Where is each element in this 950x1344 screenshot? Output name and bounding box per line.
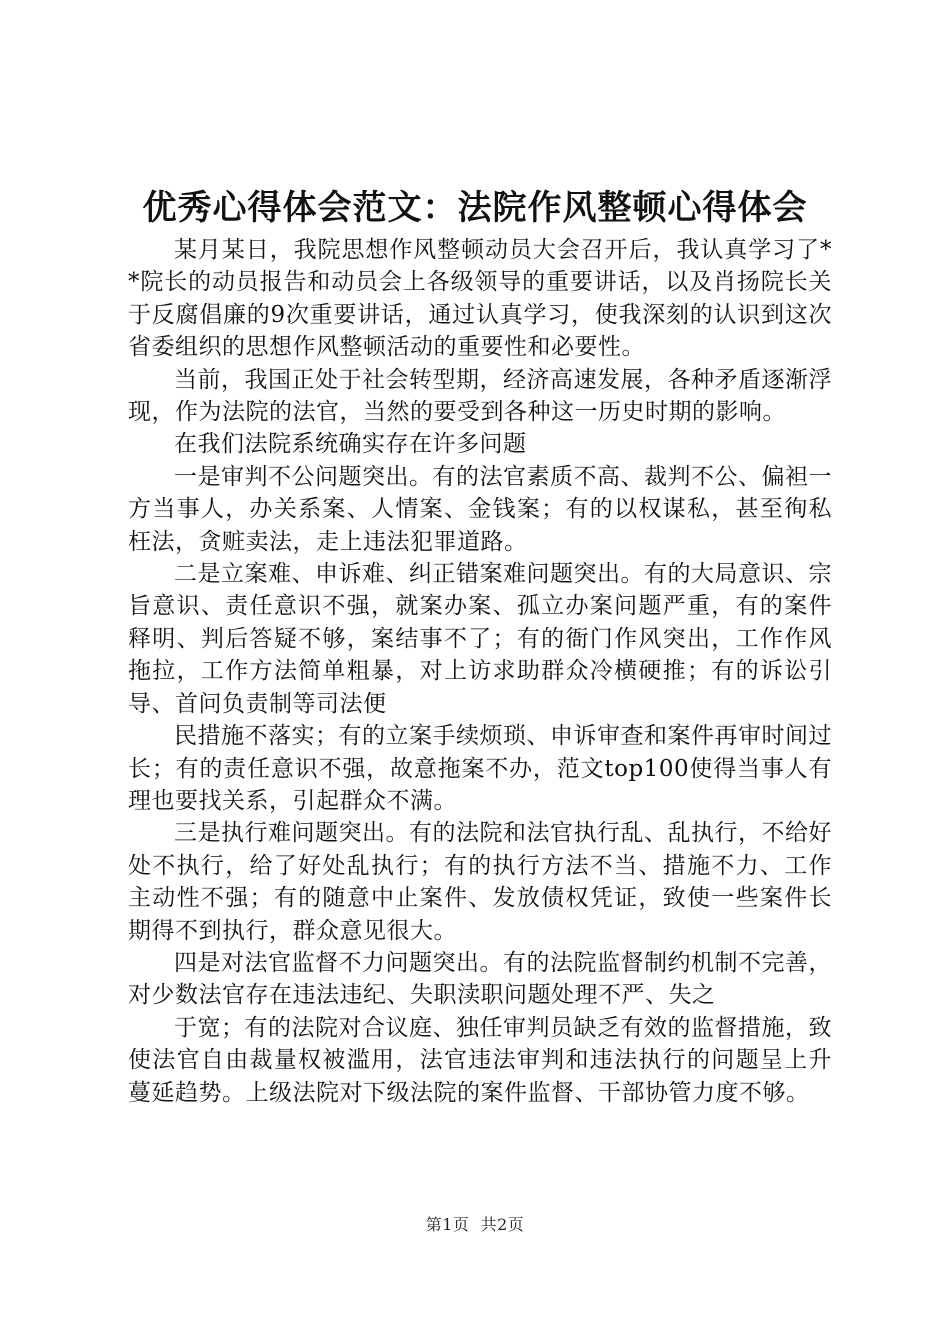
paragraph-4: 一是审判不公问题突出。有的法官素质不高、裁判不公、偏袒一方当事人，办关系案、人情案、金钱案；有的以权谋私，甚至徇私枉法，贪赃卖法，走上违法犯罪道路。 [128, 463, 832, 555]
paragraph-9: 于宽；有的法院对合议庭、独任审判员缺乏有效的监督措施，致使法官自由裁量权被滥用，法官违法审判和违法执行的问题呈上升蔓延趋势。上级法院对下级法院的案件监督、干部协管力度不够。 [128, 1014, 832, 1106]
page-footer [0, 1214, 950, 1236]
paragraph-8: 四是对法官监督不力问题突出。有的法院监督制约机制不完善，对少数法官存在违法违纪、失职渎职问题处理不严、失之 [128, 949, 832, 1009]
paragraph-1: 某月某日，我院思想作风整顿动员大会召开后，我认真学习了**院长的动员报告和动员会上各级领导的重要讲话，以及肖扬院长关于反腐倡廉的9次重要讲话，通过认真学习，使我深刻的认识到这次省委组织的思想作风整顿活动的重要性和必要性。 [128, 237, 832, 361]
paragraph-5: 二是立案难、申诉难、纠正错案难问题突出。有的大局意识、宗旨意识、责任意识不强，就案办案、孤立办案问题严重，有的案件释明、判后答疑不够，案结事不了；有的衙门作风突出，工作作风拖拉，工作方法简单粗暴，对上访求助群众冷横硬推；有的诉讼引导、首问负责制等司法便 [128, 561, 832, 717]
document-title: 优秀心得体会范文：法院作风整顿心得体会 [142, 188, 808, 228]
paragraph-2: 当前，我国正处于社会转型期，经济高速发展，各种矛盾逐渐浮现，作为法院的法官，当然的要受到各种这一历史时期的影响。 [128, 366, 832, 426]
paragraph-7: 三是执行难问题突出。有的法院和法官执行乱、乱执行，不给好处不执行，给了好处乱执行；有的执行方法不当、措施不力、工作主动性不强；有的随意中止案件、发放债权凭证，致使一些案件长期得不到执行，群众意见很大。 [128, 820, 832, 944]
document-body [128, 234, 832, 1109]
page-number: 第1页 共2页 [425, 1215, 525, 1234]
paragraph-6: 民措施不落实；有的立案手续烦琐、申诉审查和案件再审时间过长；有的责任意识不强，故意拖案不办，范文top100使得当事人有理也要找关系，引起群众不满。 [128, 723, 832, 814]
paragraph-3: 在我们法院系统确实存在许多问题 [174, 431, 527, 458]
